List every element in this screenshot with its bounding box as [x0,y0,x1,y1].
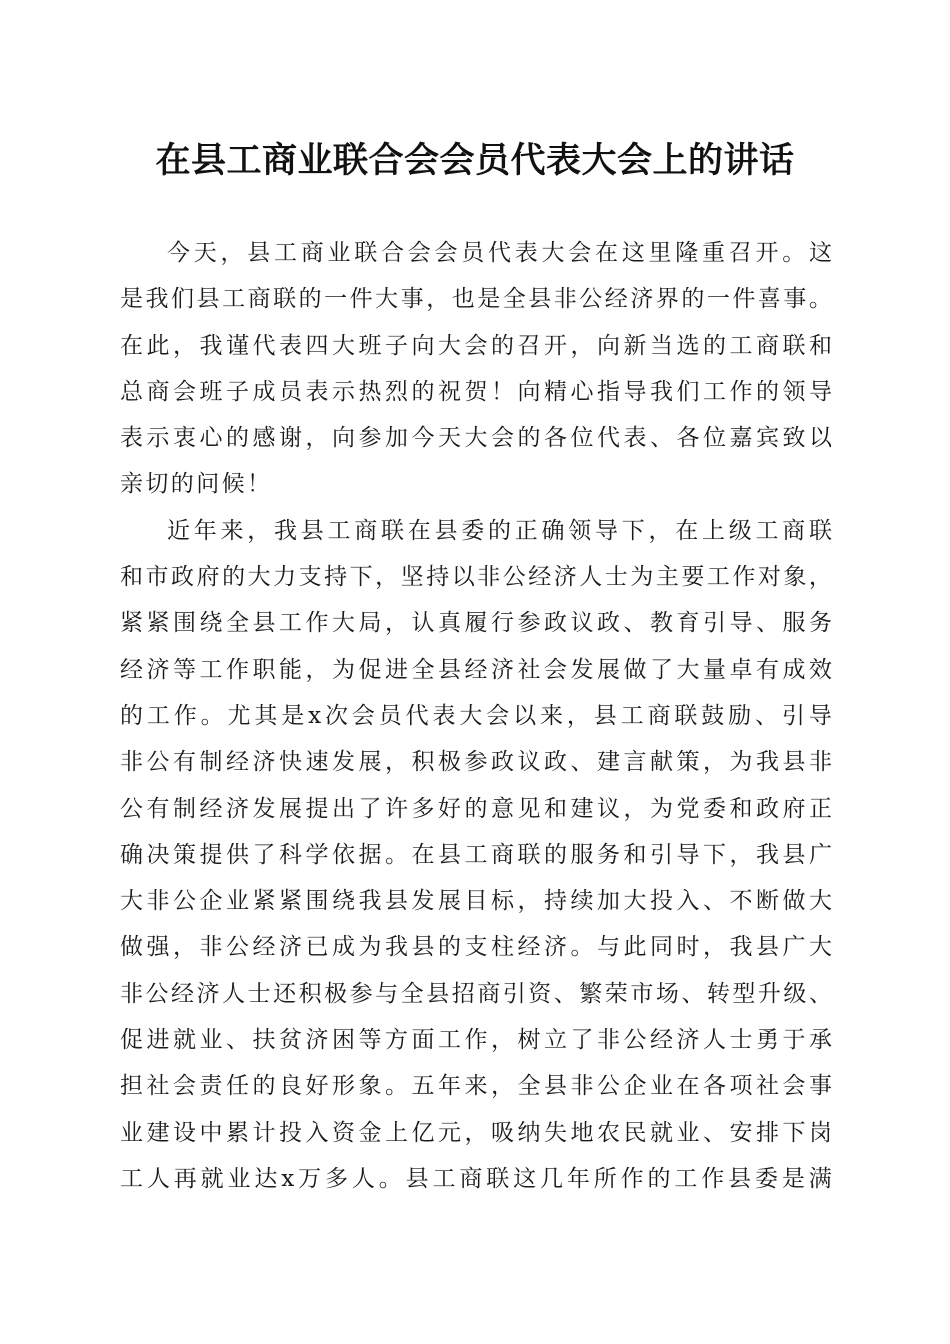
paragraph-line: 公 有 制 经 济 发 展 提 出 了 许 多 好 的 意 见 和 建 议 ， 为 党 委 和 政 府 正 [120,795,832,822]
paragraph [120,512,832,1206]
paragraph-line: 近 年 来 ， 我 县 工 商 联 在 县 委 的 正 确 领 导 下 ， 在 上 级 工 商 联 [167,517,832,544]
paragraph-line: 表 示 衷 心 的 感 谢 ， 向 参 加 今 天 大 会 的 各 位 代 表 、 各 位 嘉 宾 致 以 [120,425,832,452]
paragraph-line: 确 决 策 提 供 了 科 学 依 据 。 在 县 工 商 联 的 服 务 和 引 导 下 ， 我 县 广 [120,841,832,868]
paragraph-line: 做 强 ， 非 公 经 济 已 成 为 我 县 的 支 柱 经 济 。 与 此 同 时 ， 我 县 广 大 [120,934,832,961]
paragraph-line: 大 非 公 企 业 紧 紧 围 绕 我 县 发 展 目 标 ， 持 续 加 大 投 入 、 不 断 做 大 [120,888,832,915]
paragraph-line: 亲切的问候！ [120,471,273,498]
paragraph-line: 业 建 设 中 累 计 投 入 资 金 上 亿 元 ， 吸 纳 失 地 农 民 就 业 、 安 排 下 岗 [120,1119,832,1146]
paragraph-line: 非 公 经 济 人 士 还 积 极 参 与 全 县 招 商 引 资 、 繁 荣 市 场 、 转 型 升 级 、 [120,980,832,1007]
paragraph-line: 和 市 政 府 的 大 力 支 持 下 ， 坚 持 以 非 公 经 济 人 士 为 主 要 工 作 对 象 ， [120,564,832,591]
paragraph-line: 总 商 会 班 子 成 员 表 示 热 烈 的 祝 贺 ！ 向 精 心 指 导 我 们 工 作 的 领 导 [120,378,832,405]
paragraph-line: 工 人 再 就 业 达 x 万 多 人 。 县 工 商 联 这 几 年 所 作 的 工 作 县 委 是 满 [120,1165,832,1192]
paragraph [120,234,832,512]
document-title: 在县工商业联合会会员代表大会上的讲话 [155,140,795,181]
paragraph-line: 紧 紧 围 绕 全 县 工 作 大 局 ， 认 真 履 行 参 政 议 政 、 教 育 引 导 、 服 务 [120,610,832,637]
paragraph-line: 促 进 就 业 、 扶 贫 济 困 等 方 面 工 作 ， 树 立 了 非 公 经 济 人 士 勇 于 承 [120,1027,832,1054]
paragraph-line: 经 济 等 工 作 职 能 ， 为 促 进 全 县 经 济 社 会 发 展 做 了 大 量 卓 有 成 效 [120,656,832,683]
paragraph-line: 在 此 ， 我 谨 代 表 四 大 班 子 向 大 会 的 召 开 ， 向 新 当 选 的 工 商 联 和 [120,332,832,359]
document-body [120,234,832,1206]
paragraph-line: 是 我 们 县 工 商 联 的 一 件 大 事 ， 也 是 全 县 非 公 经 济 界 的 一 件 喜 事 。 [120,286,832,313]
paragraph-line: 非 公 有 制 经 济 快 速 发 展 ， 积 极 参 政 议 政 、 建 言 献 策 ， 为 我 县 非 [120,749,832,776]
paragraph-line: 的 工 作 。 尤 其 是 x 次 会 员 代 表 大 会 以 来 ， 县 工 商 联 鼓 励 、 引 导 [120,702,832,729]
paragraph-line: 今 天 ， 县 工 商 业 联 合 会 会 员 代 表 大 会 在 这 里 隆 重 召 开 。 这 [167,240,832,266]
paragraph-line: 担 社 会 责 任 的 良 好 形 象 。 五 年 来 ， 全 县 非 公 企 业 在 各 项 社 会 事 [120,1073,832,1100]
